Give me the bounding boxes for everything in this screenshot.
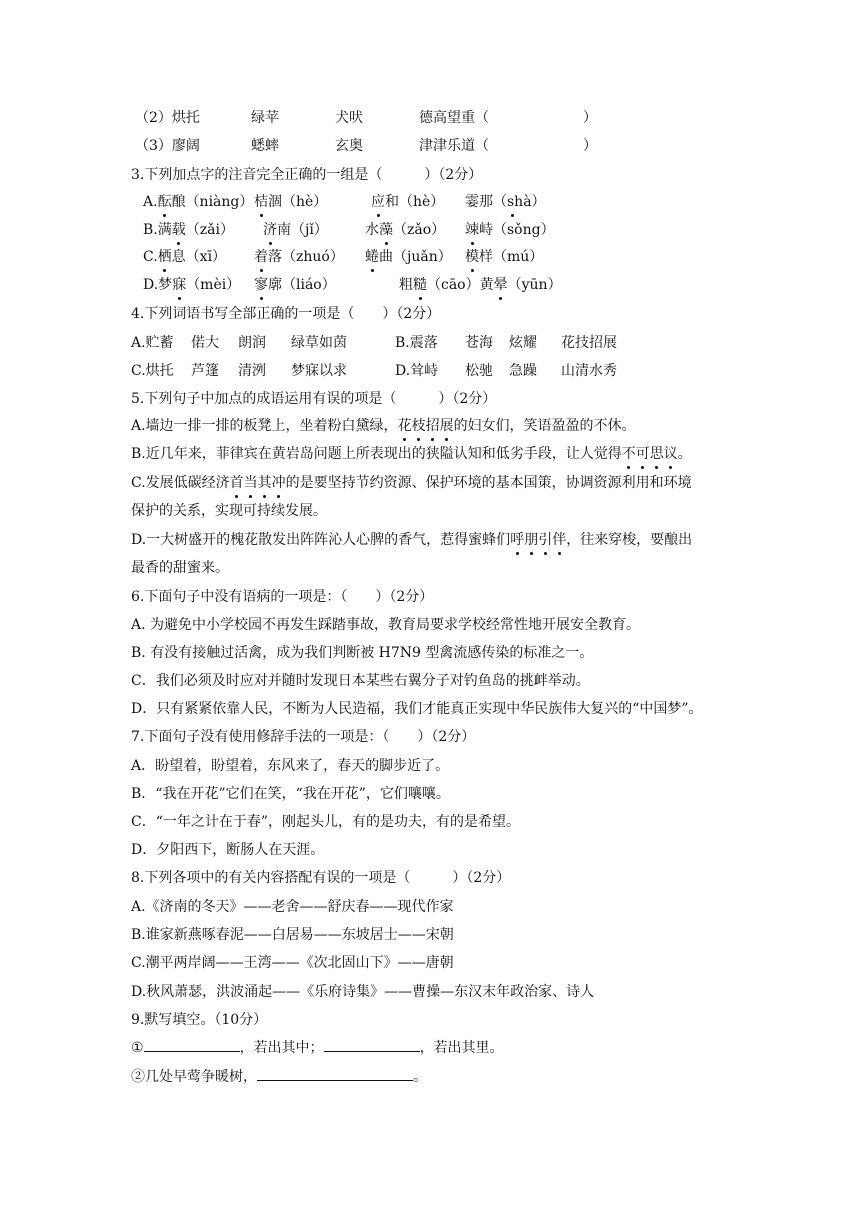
dotted-char: 载 — [172, 219, 186, 241]
dotted-char: 栖 — [158, 246, 172, 268]
q5-option-b: B.近几年来，菲律宾在黄岩岛问题上所表现出的狭隘认知和低劣手段，让人觉得不可思议。 — [131, 443, 692, 465]
q4-option-c: C.烘托 — [131, 363, 174, 379]
q2-row2-word: 德高望重（ — [419, 110, 489, 126]
q5-c-idiom — [230, 475, 286, 491]
q8-option-d: D.秋风萧瑟，洪波涌起——《乐府诗集》——曹操—东汉末年政治家、诗人 — [131, 984, 595, 1000]
q5-a-idiom — [398, 418, 454, 434]
dotted-char: 寥 — [254, 274, 268, 296]
q9-blank-3[interactable] — [257, 1066, 413, 1081]
q5-title: 5.下列句子中加点的成语运用有误的项是（ ）（2分） — [131, 391, 497, 407]
q7-option-d: D．夕阳西下，断肠人在天涯。 — [131, 842, 325, 858]
q7-option-c: C．“一年之计在于春”，刚起头儿，有的是功夫，有的是希望。 — [131, 814, 521, 830]
dotted-char: 花 — [398, 415, 412, 437]
q6-option-b: B. 有没有接触过活禽，成为我们判断被 H7N9 型禽流感传染的标准之一。 — [131, 645, 594, 661]
q5-option-a: A.墙边一排一排的板凳上，坐着粉白黛绿，花枝招展的妇女们，笑语盈盈的不休。 — [131, 415, 636, 437]
q5-d-idiom — [510, 532, 566, 548]
dotted-char: 思 — [650, 443, 664, 465]
dotted-char: 着 — [254, 246, 268, 268]
dotted-char: 冲 — [272, 472, 286, 494]
q2-row3-label: （3）廖阔 — [135, 138, 200, 154]
q8-title: 8.下列各项中的有关内容搭配有误的一项是（ ）（2分） — [131, 870, 511, 886]
q2-row2-word: 绿苹 — [251, 110, 279, 126]
dotted-char: 议 — [664, 443, 678, 465]
q3-title: 3.下列加点字的注音完全正确的一组是（ ）（2分） — [131, 167, 483, 183]
dotted-char: 模 — [465, 246, 479, 268]
dotted-char: 招 — [426, 415, 440, 437]
dotted-char: 引 — [538, 529, 552, 551]
dotted-char: 济 — [263, 219, 277, 241]
dotted-char: 糙 — [413, 274, 427, 296]
q9-title: 9.默写填空。（10分） — [131, 1012, 268, 1028]
q2-row3-close: ） — [583, 138, 597, 154]
dotted-char: 当 — [244, 472, 258, 494]
q7-option-a: A．盼望着，盼望着，东风来了，春天的脚步近了。 — [131, 758, 450, 774]
q9-line-2: ②几处早莺争暖树， 。 — [131, 1066, 427, 1088]
dotted-char: 酝 — [158, 191, 172, 213]
q5-option-c: C.发展低碳经济首当其冲的是要坚持节约资源、保护环境的基本国策，协调资源利用和环境 — [131, 472, 692, 494]
dotted-char: 其 — [258, 472, 272, 494]
q7-title: 7.下面句子没有使用修辞手法的一项是：（ ）（2分） — [131, 729, 476, 745]
q2-row2-word: 犬吠 — [335, 110, 363, 126]
q6-option-c: C．我们必须及时应对并随时发现日本某些右翼分子对钓鱼岛的挑衅举动。 — [131, 673, 590, 689]
q8-option-a: A.《济南的冬天》——老舍——舒庆春——现代作家 — [131, 899, 454, 915]
dotted-char: 藻 — [379, 219, 393, 241]
q4-option-b: B.震落 — [395, 335, 438, 351]
dotted-char: 桔 — [254, 191, 268, 213]
q9-blank-1[interactable] — [144, 1037, 240, 1052]
dotted-char: 可 — [636, 443, 650, 465]
q5-b-idiom — [622, 446, 678, 462]
q2-row2-label: （2）烘托 — [135, 110, 200, 126]
dotted-char: 蜷 — [365, 246, 379, 268]
q9-blank-2[interactable] — [324, 1037, 420, 1052]
q5-option-c-cont: 保护的关系，实现可持续发展。 — [131, 503, 327, 519]
dotted-char: 呼 — [510, 529, 524, 551]
dotted-char: 伴 — [552, 529, 566, 551]
dotted-char: 竦 — [465, 219, 479, 241]
q7-option-b: B．“我在开花”它们在笑，“我在开花”，它们嚷嚷。 — [131, 786, 450, 802]
dotted-char: 首 — [230, 472, 244, 494]
q2-row3-word: 蟋蟀 — [251, 138, 279, 154]
q6-title: 6.下面句子中没有语病的一项是：（ ）（2分） — [131, 589, 434, 605]
dotted-char: 寐 — [172, 274, 186, 296]
q6-option-d: D．只有紧紧依靠人民，不断为人民造福，我们才能真正实现中华民族伟大复兴的“中国梦”。 — [131, 701, 703, 717]
q9-line-1: ① ，若出其中； ，若出其里。 — [131, 1037, 504, 1059]
q8-option-b: B.谁家新燕啄春泥——白居易——东坡居士——宋朝 — [131, 927, 454, 943]
q2-row3-word: 玄奥 — [335, 138, 363, 154]
dotted-char: 朋 — [524, 529, 538, 551]
q4-title: 4.下列词语书写全部正确的一项是（ ）（2分） — [131, 306, 441, 322]
dotted-char: 展 — [440, 415, 454, 437]
dotted-char: 晕 — [494, 274, 508, 296]
q6-option-a: A. 为避免中小学校园不再发生踩踏事故，教育局要求学校经常性地开展安全教育。 — [131, 617, 641, 633]
q5-option-d: D.一大树盛开的槐花散发出阵阵沁人心脾的香气，惹得蜜蜂们呼朋引伴，往来穿梭，要酿出 — [131, 529, 692, 551]
q2-row2-close: ） — [583, 110, 597, 126]
q2-row3-word: 津津乐道（ — [419, 138, 489, 154]
q8-option-c: C.潮平两岸阔——王湾——《次北固山下》——唐朝 — [131, 955, 454, 971]
dotted-char: 不 — [622, 443, 636, 465]
dotted-char: 枝 — [412, 415, 426, 437]
exam-page: （2）烘托 绿苹 犬吠 德高望重（ ） （3）廖阔 蟋蟀 玄奥 津津乐道（ ） 3.下列加点字的注音完全正确的一组是（ ）（2分） A.酝酿（niàng） 桔涸（hè） 应和（hè） 霎那（shà） B.满载（zǎi） 济南（jǐ） 水藻（zǎo） 竦峙（sǒng） C.栖息（xī） 着落（zhuó） 蜷曲（juǎn） 模样（mú） D.梦寐（mèi） 寥廓（liáo） 粗糙（cāo）黄晕（yūn） 4.下列词语书写全部正确的一项是（ ）（2分） A.贮蓄 偌大 朗润 绿草如茵 B.震落 苍海 炫耀 花技招展 C.烘托 芦篷 清洌 梦寐以求 D.耸峙 松驰 急躁 山清水秀 5.下列句子中加点的成语运用有误的项是（ ）（2分） A.墙边一排一排的板凳上，坐着粉白黛绿，花枝招展的妇女们，笑语盈盈的不休。 B.近几年来，菲律宾在黄岩岛问题上所表现出的狭隘认知和低劣手段，让人觉得不可思议。 C.发展低碳经济首当其冲的是要坚持节约资源、保护环境的基本国策，协调资源利用和环境 保护的关系，实现可持续发展。 D.一大树盛开的槐花散发出阵阵沁人心脾的香气，惹得蜜蜂们呼朋引伴，往来穿梭，要酿出 最香的甜蜜来。 6.下面句子中没有语病的一项是：（ ）（2分） A. 为避免中小学校园不再发生踩踏事故，教育局要求学校经常性地开展安全教育。 B. 有没有接触过活禽，成为我们判断被 H7N9 型禽流感传染的标准之一。 C．我们必须及时应对并随时发现日本某些右翼分子对钓鱼岛的挑衅举动。 D．只有紧紧依靠人民，不断为人民造福，我们才能真正实现中华民族伟大复兴的“中国梦”。 7.下面句子没有使用修辞手法的一项是：（ ）（2分） A．盼望着，盼望着，东风来了，春天的脚步近了。 B．“我在开花”它们在笑，“我在开花”，它们嚷嚷。 C．“一年之计在于春”，刚起头儿，有的是功夫，有的是希望。 D．夕阳西下，断肠人在天涯。 8.下列各项中的有关内容搭配有误的一项是（ ）（2分） A.《济南的冬天》——老舍——舒庆春——现代作家 B.谁家新燕啄春泥——白居易——东坡居士——宋朝 C.潮平两岸阔——王湾——《次北固山下》——唐朝 D.秋风萧瑟，洪波涌起——《乐府诗集》——曹操—东汉末年政治家、诗人 9.默写填空。（10分） ① ，若出其中； ，若出其里。 ②几处早莺争暖树， 。 — [0, 0, 860, 1216]
q4-option-a: A.贮蓄 — [131, 335, 174, 351]
dotted-char: 应 — [371, 191, 385, 213]
q5-option-d-cont: 最香的甜蜜来。 — [131, 560, 229, 576]
dotted-char: 那（shà） — [479, 191, 546, 213]
q4-option-d: D.耸峙 — [395, 363, 439, 379]
